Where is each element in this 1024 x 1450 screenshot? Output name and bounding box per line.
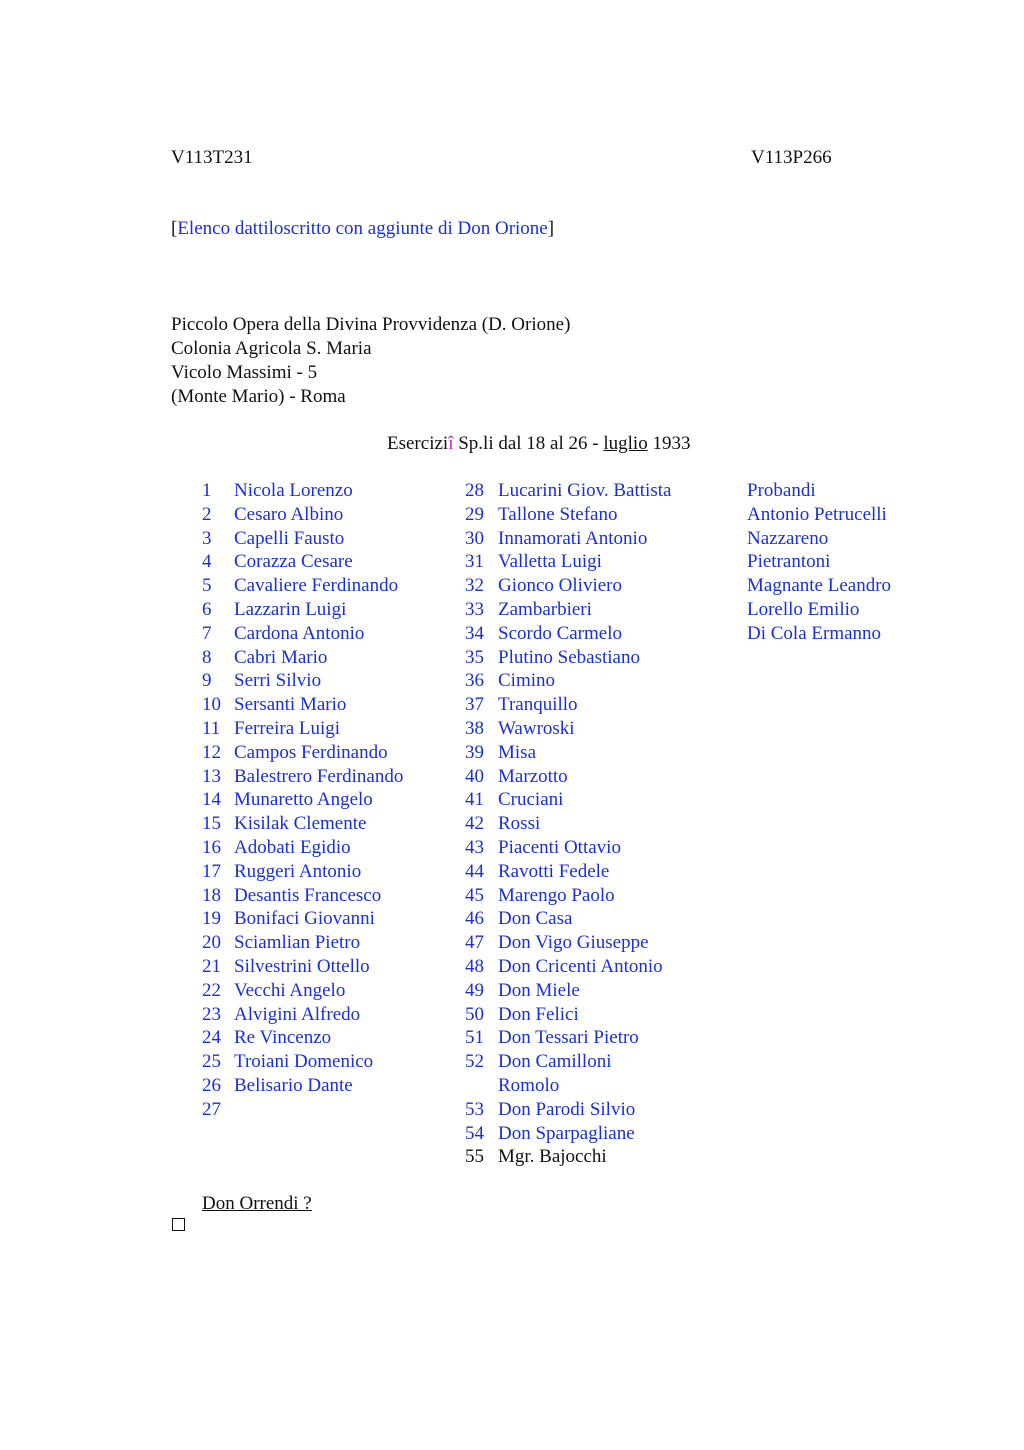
list-item-number: 4 xyxy=(202,551,212,573)
list-item-name: Don Casa xyxy=(498,908,573,930)
probandi-item: Nazzareno xyxy=(747,527,829,549)
list-item-name: Silvestrini Ottello xyxy=(234,955,370,977)
list-item-number: 40 xyxy=(465,765,484,787)
list-item-name: Rossi xyxy=(498,813,541,835)
list-item-number: 36 xyxy=(465,670,484,692)
list-item-name: Plutino Sebastiano xyxy=(498,646,640,668)
list-item-number: 43 xyxy=(465,836,484,858)
list-item-number: 52 xyxy=(465,1051,484,1073)
document-code-right: V113P266 xyxy=(751,147,832,168)
list-item-name: Ravotti Fedele xyxy=(498,860,610,882)
list-item-number: 47 xyxy=(465,932,484,954)
list-item-name: Belisario Dante xyxy=(234,1074,353,1096)
list-item-number: 19 xyxy=(202,908,221,930)
title-month: luglio xyxy=(603,433,648,454)
list-item-name: Innamorati Antonio xyxy=(498,527,648,549)
list-item-name: Don Felici xyxy=(498,1003,579,1025)
address-line: Piccolo Opera della Divina Provvidenza (D. Orione) xyxy=(171,314,571,335)
list-item-name: Vecchi Angelo xyxy=(234,979,346,1001)
list-item-name: Campos Ferdinando xyxy=(234,741,388,763)
list-item-name: Alvigini Alfredo xyxy=(234,1003,361,1025)
list-item-name: Cruciani xyxy=(498,789,564,811)
list-item-name: Ferreira Luigi xyxy=(234,717,341,739)
list-item-number: 27 xyxy=(202,1098,221,1120)
list-item-name: Zambarbieri xyxy=(498,598,592,620)
list-item-name: Marengo Paolo xyxy=(498,884,615,906)
address-line: (Monte Mario) - Roma xyxy=(171,386,346,407)
list-item-name: Cesaro Albino xyxy=(234,503,344,525)
list-item-name: Re Vincenzo xyxy=(234,1027,332,1049)
list-item-name: Scordo Carmelo xyxy=(498,622,623,644)
list-item-number: 42 xyxy=(465,813,484,835)
address-line: Vicolo Massimi - 5 xyxy=(171,362,318,383)
list-item-number: 54 xyxy=(465,1122,484,1144)
list-item-name: Don Miele xyxy=(498,979,580,1001)
list-item-name: Sersanti Mario xyxy=(234,694,347,716)
list-item-name: Cabri Mario xyxy=(234,646,328,668)
list-item-name: Balestrero Ferdinando xyxy=(234,765,404,787)
list-item-number: 25 xyxy=(202,1051,221,1073)
list-item-number: 44 xyxy=(465,860,484,882)
probandi-item: Pietrantoni xyxy=(747,551,831,573)
title-accent: î xyxy=(448,433,454,454)
list-item-number: 3 xyxy=(202,527,212,549)
list-item-number: 23 xyxy=(202,1003,221,1025)
list-item-number: 1 xyxy=(202,480,212,501)
list-item-name: Desantis Francesco xyxy=(234,884,382,906)
list-item-number: 35 xyxy=(465,646,484,668)
list-item-name: Misa xyxy=(498,741,536,763)
list-item-name: Lazzarin Luigi xyxy=(234,598,347,620)
list-item-number: 24 xyxy=(202,1027,221,1049)
probandi-column xyxy=(747,479,891,646)
list-item-number: 9 xyxy=(202,670,212,692)
list-item-number: 37 xyxy=(465,694,484,716)
address-line: Colonia Agricola S. Maria xyxy=(171,338,372,359)
list-item-number: 33 xyxy=(465,598,484,620)
list-item-number: 39 xyxy=(465,741,484,763)
footer-note: Don Orrendi ? xyxy=(202,1193,312,1214)
list-item-number: 14 xyxy=(202,789,221,811)
list-item-name: Marzotto xyxy=(498,765,568,787)
list-item-number: 5 xyxy=(202,575,212,597)
list-item-name: Corazza Cesare xyxy=(234,551,353,573)
list-item-number: 31 xyxy=(465,551,484,573)
list-item-number: 17 xyxy=(202,860,221,882)
list-item-number: 16 xyxy=(202,836,221,858)
list-item-name: Tranquillo xyxy=(498,694,578,716)
list-item-name: Don Vigo Giuseppe xyxy=(498,932,649,954)
list-item-number: 51 xyxy=(465,1027,484,1049)
list-item-number: 38 xyxy=(465,717,484,739)
list-item-name: Gionco Oliviero xyxy=(498,575,623,597)
list-item-number: 11 xyxy=(202,717,221,739)
list-item-number: 6 xyxy=(202,598,212,620)
list-item-name: Munaretto Angelo xyxy=(234,789,373,811)
list-item-name: Sciamlian Pietro xyxy=(234,932,361,954)
list-item-number: 50 xyxy=(465,1003,484,1025)
list-item-number: 12 xyxy=(202,741,221,763)
list-item-name: Ruggeri Antonio xyxy=(234,860,362,882)
list-item-name: Romolo xyxy=(498,1074,560,1096)
list-item-name: Don Parodi Silvio xyxy=(498,1098,636,1120)
list-item-number: 18 xyxy=(202,884,221,906)
list-item-name: Serri Silvio xyxy=(234,670,322,692)
list-item-number: 49 xyxy=(465,979,484,1001)
list-item-name: Nicola Lorenzo xyxy=(234,480,353,501)
list-item-name: Cimino xyxy=(498,670,556,692)
bracket-open: [ xyxy=(171,218,178,239)
checkbox-square-icon xyxy=(172,1218,185,1231)
list-item-name: Wawroski xyxy=(498,717,575,739)
list-item-number: 22 xyxy=(202,979,221,1001)
bracket-close: ] xyxy=(547,218,555,239)
list-item-number: 29 xyxy=(465,503,484,525)
list-item-number: 7 xyxy=(202,622,212,644)
list-item-name: Don Cricenti Antonio xyxy=(498,955,663,977)
document-subtitle xyxy=(171,217,554,241)
list-item-number: 26 xyxy=(202,1074,221,1096)
list-item-name: Piacenti Ottavio xyxy=(498,836,621,858)
list-item-number: 46 xyxy=(465,908,484,930)
list-item-name: Mgr. Bajocchi xyxy=(498,1146,607,1168)
list-item-name: Adobati Egidio xyxy=(234,836,351,858)
title-part: Sp.li dal 18 al 26 - xyxy=(453,433,604,454)
list-item-number: 8 xyxy=(202,646,212,668)
list-item-number: 32 xyxy=(465,575,484,597)
list-item-number: 10 xyxy=(202,694,221,716)
probandi-item: Antonio Petrucelli xyxy=(747,503,887,525)
list-item-name: Kisilak Clemente xyxy=(234,813,367,835)
list-item-number: 45 xyxy=(465,884,484,906)
document-code-left: V113T231 xyxy=(171,147,253,168)
list-item-number: 2 xyxy=(202,503,212,525)
list-item-name: Don Tessari Pietro xyxy=(498,1027,639,1049)
list-item-number: 15 xyxy=(202,813,221,835)
list-item-number: 53 xyxy=(465,1098,484,1120)
list-item-name: Tallone Stefano xyxy=(498,503,618,525)
list-item-number: 21 xyxy=(202,955,221,977)
list-item-number: 48 xyxy=(465,955,484,977)
subtitle-text: Elenco dattiloscritto con aggiunte di Don Orione xyxy=(177,218,548,239)
list-item-name: Troiani Domenico xyxy=(234,1051,374,1073)
probandi-item: Lorello Emilio xyxy=(747,598,860,620)
title-year: 1933 xyxy=(647,433,691,454)
list-item-number: 28 xyxy=(465,480,484,501)
probandi-item: Di Cola Ermanno xyxy=(747,622,882,644)
list-item-number: 13 xyxy=(202,765,221,787)
list-item-number: 34 xyxy=(465,622,484,644)
list-item-name: Cardona Antonio xyxy=(234,622,365,644)
document-title xyxy=(387,432,690,456)
list-item-name: Valletta Luigi xyxy=(498,551,602,573)
list-item-number: 41 xyxy=(465,789,484,811)
list-item-name: Cavaliere Ferdinando xyxy=(234,575,399,597)
list-item-name: Don Camilloni xyxy=(498,1051,612,1073)
title-part: Esercizi xyxy=(387,433,449,454)
list-item-number: 30 xyxy=(465,527,484,549)
list-item-name: Bonifaci Giovanni xyxy=(234,908,375,930)
list-item-name: Capelli Fausto xyxy=(234,527,345,549)
address-block xyxy=(171,313,570,409)
probandi-item: Magnante Leandro xyxy=(747,575,892,597)
list-item-number: 55 xyxy=(465,1146,484,1168)
probandi-heading: Probandi xyxy=(747,480,816,501)
list-item-number: 20 xyxy=(202,932,221,954)
list-item-name: Lucarini Giov. Battista xyxy=(498,480,672,501)
list-item-name: Don Sparpagliane xyxy=(498,1122,635,1144)
